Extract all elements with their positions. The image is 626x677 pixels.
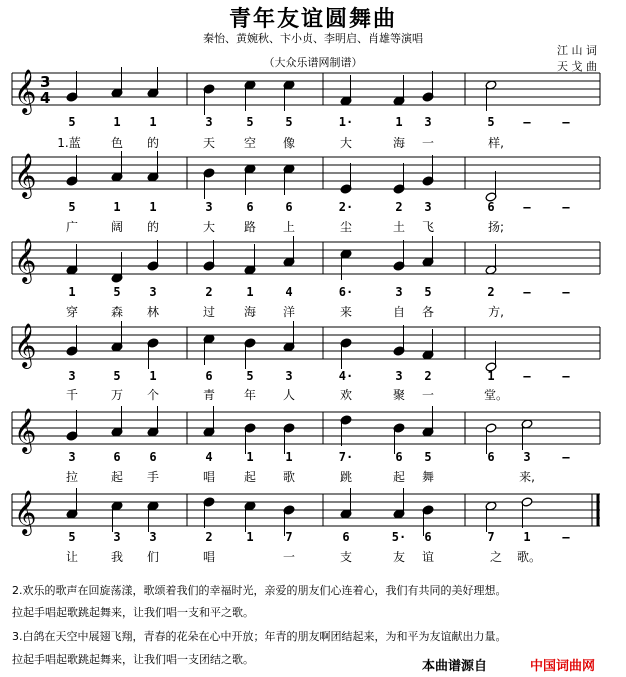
notation-row-2: [0, 200, 626, 216]
jianpu-note: 3: [68, 450, 76, 464]
lyric-syllable: 洋: [282, 305, 295, 319]
lyric-syllable: 舞: [421, 470, 434, 484]
jianpu-note: 4: [205, 450, 213, 464]
lyric-syllable: 一: [421, 136, 434, 150]
jianpu-note: 5: [246, 115, 254, 129]
notation-row-4: [0, 369, 626, 385]
jianpu-note: 3: [395, 369, 403, 383]
jianpu-note: 3: [205, 200, 213, 214]
jianpu-note: 6: [395, 450, 403, 464]
jianpu-note: 6: [113, 450, 121, 464]
lyricist-credit: 江 山 词: [557, 44, 597, 57]
jianpu-note: 5: [246, 369, 254, 383]
lyric-syllable: 欢: [339, 388, 352, 402]
jianpu-note: 6: [285, 200, 293, 214]
lyric-syllable: 来,: [519, 470, 535, 484]
jianpu-note: –: [523, 115, 531, 129]
jianpu-note: –: [562, 200, 570, 214]
jianpu-note: 5: [424, 450, 432, 464]
lyric-syllable: 阔: [110, 220, 123, 234]
jianpu-note: 6: [205, 369, 213, 383]
jianpu-note: 5: [68, 115, 76, 129]
jianpu-note: –: [523, 285, 531, 299]
jianpu-note: 1·: [338, 115, 354, 129]
staff-3: [0, 228, 626, 288]
jianpu-note: –: [562, 450, 570, 464]
jianpu-note: –: [523, 200, 531, 214]
jianpu-note: –: [523, 369, 531, 383]
lyrics-row-2: [0, 218, 626, 234]
verse-3-line-1: 3.白鸽在天空中展翅飞翔，青春的花朵在心中开放；年青的朋友啊团结起来，为和平为友谊献出力量。: [12, 630, 507, 643]
lyric-syllable: 起: [243, 470, 256, 484]
lyric-syllable: 路: [243, 220, 256, 234]
staff-5: [0, 398, 626, 458]
lyrics-row-1: [0, 134, 626, 150]
jianpu-note: 1: [246, 285, 254, 299]
jianpu-note: 1: [523, 530, 531, 544]
jianpu-note: 1: [149, 369, 157, 383]
lyric-syllable: 尘: [339, 220, 352, 234]
jianpu-note: 1: [246, 530, 254, 544]
lyric-syllable: 空: [243, 136, 256, 150]
lyrics-row-4: [0, 386, 626, 402]
verse-3-line-2: 拉起手唱起歌跳起舞来，让我们唱一支团结之歌。: [12, 653, 254, 666]
lyric-syllable: 大: [339, 136, 352, 150]
lyric-syllable: 唱: [202, 470, 215, 484]
jianpu-note: 4: [285, 285, 293, 299]
jianpu-note: 4·: [338, 369, 354, 383]
treble-clef-icon: 𝄞: [14, 153, 37, 197]
lyric-syllable: 一: [421, 388, 434, 402]
notation-row-1: [0, 115, 626, 131]
source-label: 本曲谱源自: [422, 659, 488, 674]
jianpu-note: 5: [68, 530, 76, 544]
lyric-syllable: 起: [392, 470, 405, 484]
lyric-syllable: 聚: [392, 388, 405, 402]
jianpu-note: 1: [149, 115, 157, 129]
lyric-syllable: 手: [146, 470, 159, 484]
jianpu-note: 1: [395, 115, 403, 129]
lyric-syllable: 支: [339, 550, 352, 564]
lyric-syllable: 自: [392, 305, 405, 319]
jianpu-note: 6: [487, 200, 495, 214]
verse-2-line-2: 拉起手唱起歌跳起舞来，让我们唱一支和平之歌。: [12, 606, 254, 619]
lyric-syllable: 堂。: [483, 388, 508, 402]
jianpu-note: 5: [68, 200, 76, 214]
jianpu-note: 6·: [338, 285, 354, 299]
lyric-syllable: 起: [110, 470, 123, 484]
jianpu-note: 3: [395, 285, 403, 299]
lyric-syllable: 大: [202, 220, 215, 234]
singers-line: 秦怡、黄婉秋、卞小贞、李明启、肖雄等演唱: [203, 32, 423, 45]
jianpu-note: –: [562, 530, 570, 544]
lyric-syllable: 土: [392, 220, 405, 234]
lyric-syllable: 来: [339, 305, 352, 319]
lyric-syllable: 歌: [282, 470, 295, 484]
notation-row-3: [0, 285, 626, 301]
jianpu-note: 1: [68, 285, 76, 299]
lyrics-row-5: [0, 468, 626, 484]
jianpu-note: 3: [523, 450, 531, 464]
jianpu-note: 2: [205, 530, 213, 544]
lyric-syllable: 我: [110, 550, 123, 564]
jianpu-note: 3: [149, 285, 157, 299]
lyric-syllable: 唱: [202, 550, 215, 564]
lyric-syllable: 样,: [488, 136, 504, 150]
lyric-syllable: 一: [282, 550, 295, 564]
lyric-syllable: 友: [392, 550, 405, 564]
jianpu-note: 5: [113, 285, 121, 299]
lyric-syllable: 方,: [488, 305, 504, 319]
lyric-syllable: 谊: [421, 550, 434, 564]
jianpu-note: 5: [424, 285, 432, 299]
jianpu-note: 7: [487, 530, 495, 544]
lyric-syllable: 的: [146, 220, 159, 234]
lyric-syllable: 青: [202, 388, 215, 402]
lyric-syllable: 森: [110, 305, 123, 319]
jianpu-note: 5: [487, 115, 495, 129]
jianpu-note: 6: [424, 530, 432, 544]
jianpu-note: 3: [424, 200, 432, 214]
jianpu-note: 1: [113, 115, 121, 129]
notation-row-6: [0, 530, 626, 546]
lyric-syllable: 广: [65, 220, 78, 234]
jianpu-note: 6: [487, 450, 495, 464]
lyrics-row-3: [0, 303, 626, 319]
jianpu-note: 3: [68, 369, 76, 383]
treble-clef-icon: 𝄞: [14, 69, 37, 113]
treble-clef-icon: 𝄞: [14, 408, 37, 452]
lyric-syllable: 过: [202, 305, 215, 319]
lyric-syllable: 千: [65, 388, 78, 402]
lyric-syllable: 海: [392, 136, 405, 150]
verse-2-line-1: 2.欢乐的歌声在回旋荡漾，歌颂着我们的幸福时光，亲爱的朋友们心连着心，我们有共同的美好理想。: [12, 584, 507, 597]
jianpu-note: 1: [246, 450, 254, 464]
lyric-syllable: 飞: [421, 220, 434, 234]
jianpu-note: 6: [342, 530, 350, 544]
composer-credit: 天 戈 曲: [557, 60, 597, 73]
staff-2: [0, 143, 626, 203]
jianpu-note: 2: [487, 285, 495, 299]
jianpu-note: 3: [285, 369, 293, 383]
jianpu-note: 3: [113, 530, 121, 544]
jianpu-note: 1: [149, 200, 157, 214]
lyric-syllable: 拉: [65, 470, 78, 484]
jianpu-note: 6: [149, 450, 157, 464]
lyric-syllable: 的: [146, 136, 159, 150]
jianpu-note: 5: [285, 115, 293, 129]
lyric-syllable: 之: [489, 550, 502, 564]
treble-clef-icon: 𝄞: [14, 238, 37, 282]
jianpu-note: –: [562, 369, 570, 383]
lyric-syllable: 上: [282, 220, 295, 234]
jianpu-note: 7: [285, 530, 293, 544]
jianpu-note: 1: [285, 450, 293, 464]
lyric-syllable: 像: [282, 136, 295, 150]
jianpu-note: 3: [149, 530, 157, 544]
jianpu-note: 1: [113, 200, 121, 214]
jianpu-note: –: [562, 285, 570, 299]
lyric-syllable: 人: [282, 388, 295, 402]
staff-1: [0, 59, 626, 119]
lyric-syllable: 海: [243, 305, 256, 319]
staff-4: [0, 313, 626, 373]
site-name-link[interactable]: 中国词曲网: [530, 659, 596, 674]
jianpu-note: 2·: [338, 200, 354, 214]
treble-clef-icon: 𝄞: [14, 323, 37, 367]
jianpu-note: 2: [424, 369, 432, 383]
lyric-syllable: 年: [243, 388, 256, 402]
lyric-syllable: 让: [65, 550, 78, 564]
lyrics-row-6: [0, 548, 626, 564]
jianpu-note: 5: [113, 369, 121, 383]
lyric-syllable: 歌。: [517, 550, 542, 564]
lyric-syllable: 天: [202, 136, 215, 150]
jianpu-note: 1: [487, 369, 495, 383]
lyric-syllable: 个: [146, 388, 159, 402]
lyric-syllable: 们: [146, 550, 159, 564]
lyric-syllable: 林: [146, 305, 159, 319]
jianpu-note: 5·: [391, 530, 407, 544]
jianpu-note: 3: [205, 115, 213, 129]
time-signature-bottom: 4: [40, 89, 51, 107]
notation-row-5: [0, 450, 626, 466]
lyric-syllable: 各: [421, 305, 434, 319]
treble-clef-icon: 𝄞: [14, 490, 37, 534]
jianpu-note: 7·: [338, 450, 354, 464]
jianpu-note: 2: [395, 200, 403, 214]
jianpu-note: 3: [424, 115, 432, 129]
lyric-syllable: 跳: [339, 470, 352, 484]
lyric-syllable: 万: [110, 388, 123, 402]
jianpu-note: 2: [205, 285, 213, 299]
jianpu-note: 6: [246, 200, 254, 214]
lyric-syllable: 1.蓝: [57, 136, 81, 150]
lyric-syllable: 扬;: [487, 220, 505, 234]
producer-note: （大众乐谱网制谱）: [263, 56, 363, 69]
lyric-syllable: 穿: [65, 305, 78, 319]
jianpu-note: –: [562, 115, 570, 129]
lyric-syllable: 色: [110, 136, 123, 150]
time-signature-top: 3: [40, 73, 51, 91]
song-title: 青年友谊圆舞曲: [228, 7, 397, 32]
